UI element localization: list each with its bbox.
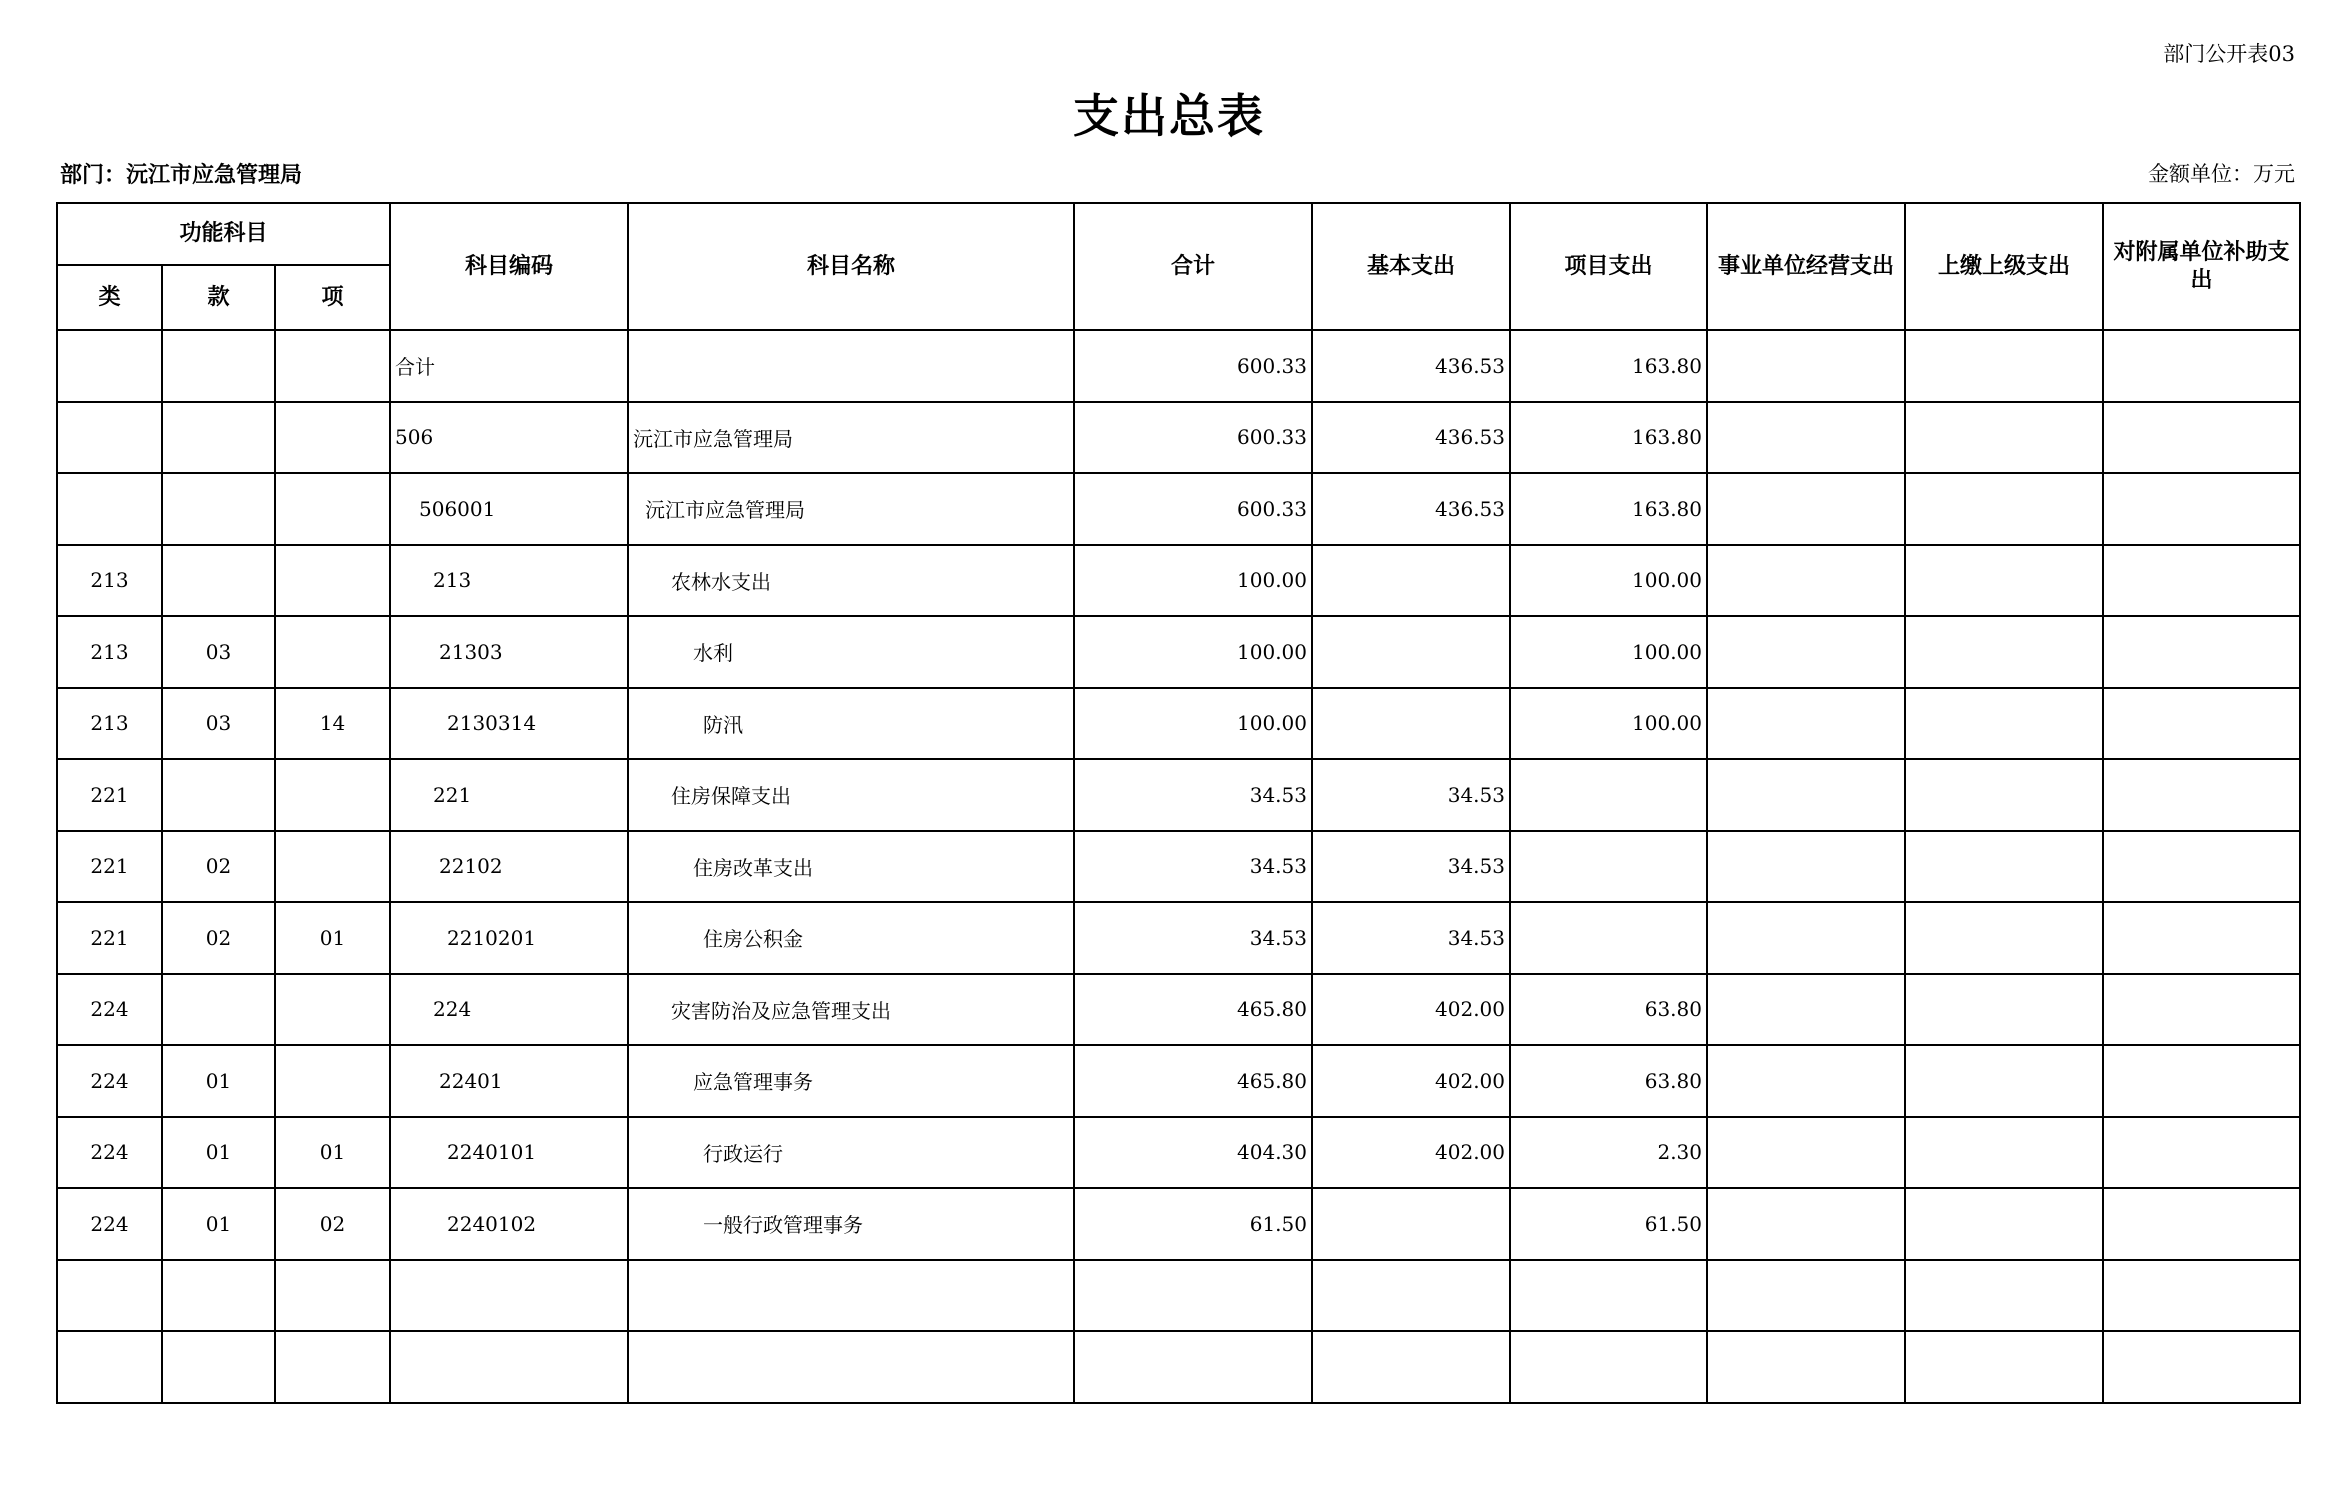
header-xiang: 项 bbox=[275, 265, 390, 330]
cell-name: 一般行政管理事务 bbox=[628, 1188, 1074, 1260]
table-row bbox=[57, 1188, 2300, 1260]
expenditure-table bbox=[56, 202, 2301, 1404]
cell-total: 100.00 bbox=[1074, 688, 1312, 760]
cell-code bbox=[390, 1260, 628, 1332]
cell-name: 水利 bbox=[628, 616, 1074, 688]
cell-basic: 402.00 bbox=[1312, 1117, 1510, 1189]
table-row bbox=[57, 616, 2300, 688]
cell-subsidy bbox=[2103, 902, 2300, 974]
cell-upper bbox=[1905, 1331, 2103, 1403]
cell-business bbox=[1707, 688, 1905, 760]
cell-business bbox=[1707, 1188, 1905, 1260]
cell-code: 506 bbox=[390, 402, 628, 474]
cell-business bbox=[1707, 402, 1905, 474]
cell-subsidy bbox=[2103, 759, 2300, 831]
cell-total: 34.53 bbox=[1074, 902, 1312, 974]
cell-subsidy bbox=[2103, 616, 2300, 688]
cell-business bbox=[1707, 831, 1905, 903]
cell-business bbox=[1707, 1331, 1905, 1403]
cell-upper bbox=[1905, 1260, 2103, 1332]
cell-upper bbox=[1905, 330, 2103, 402]
cell-project bbox=[1510, 1260, 1707, 1332]
cell-total: 34.53 bbox=[1074, 759, 1312, 831]
cell-code: 合计 bbox=[390, 330, 628, 402]
cell-project bbox=[1510, 831, 1707, 903]
cell-upper bbox=[1905, 1045, 2103, 1117]
cell-xiang: 01 bbox=[275, 902, 390, 974]
cell-name: 应急管理事务 bbox=[628, 1045, 1074, 1117]
cell-total: 465.80 bbox=[1074, 1045, 1312, 1117]
cell-code: 2130314 bbox=[390, 688, 628, 760]
cell-business bbox=[1707, 902, 1905, 974]
cell-business bbox=[1707, 974, 1905, 1046]
cell-name: 住房改革支出 bbox=[628, 831, 1074, 903]
table-body bbox=[57, 330, 2300, 1403]
cell-xiang bbox=[275, 759, 390, 831]
cell-kuan bbox=[162, 473, 275, 545]
cell-lei bbox=[57, 402, 162, 474]
cell-total: 600.33 bbox=[1074, 473, 1312, 545]
cell-name: 行政运行 bbox=[628, 1117, 1074, 1189]
cell-total: 600.33 bbox=[1074, 330, 1312, 402]
cell-kuan bbox=[162, 402, 275, 474]
table-row bbox=[57, 1331, 2300, 1403]
cell-kuan bbox=[162, 545, 275, 617]
cell-business bbox=[1707, 545, 1905, 617]
cell-total: 600.33 bbox=[1074, 402, 1312, 474]
header-project: 项目支出 bbox=[1510, 203, 1707, 330]
cell-xiang bbox=[275, 974, 390, 1046]
cell-kuan: 01 bbox=[162, 1045, 275, 1117]
cell-name: 沅江市应急管理局 bbox=[628, 402, 1074, 474]
cell-basic: 402.00 bbox=[1312, 974, 1510, 1046]
cell-total bbox=[1074, 1331, 1312, 1403]
cell-lei: 224 bbox=[57, 974, 162, 1046]
cell-business bbox=[1707, 1117, 1905, 1189]
cell-lei bbox=[57, 1331, 162, 1403]
table-row bbox=[57, 1045, 2300, 1117]
cell-xiang bbox=[275, 616, 390, 688]
cell-business bbox=[1707, 759, 1905, 831]
cell-lei: 221 bbox=[57, 902, 162, 974]
cell-subsidy bbox=[2103, 974, 2300, 1046]
cell-xiang: 14 bbox=[275, 688, 390, 760]
header-name: 科目名称 bbox=[628, 203, 1074, 330]
cell-total bbox=[1074, 1260, 1312, 1332]
cell-basic: 436.53 bbox=[1312, 330, 1510, 402]
cell-lei bbox=[57, 330, 162, 402]
cell-code: 2210201 bbox=[390, 902, 628, 974]
cell-upper bbox=[1905, 545, 2103, 617]
cell-upper bbox=[1905, 1188, 2103, 1260]
cell-name: 沅江市应急管理局 bbox=[628, 473, 1074, 545]
cell-basic bbox=[1312, 545, 1510, 617]
cell-xiang: 01 bbox=[275, 1117, 390, 1189]
page-title: 支出总表 bbox=[1073, 89, 1265, 143]
cell-name: 防汛 bbox=[628, 688, 1074, 760]
cell-xiang bbox=[275, 473, 390, 545]
cell-kuan bbox=[162, 1331, 275, 1403]
cell-project bbox=[1510, 759, 1707, 831]
header-upper: 上缴上级支出 bbox=[1905, 203, 2103, 330]
cell-basic bbox=[1312, 1331, 1510, 1403]
table-row bbox=[57, 688, 2300, 760]
cell-code: 21303 bbox=[390, 616, 628, 688]
header-lei: 类 bbox=[57, 265, 162, 330]
cell-xiang bbox=[275, 402, 390, 474]
cell-project: 63.80 bbox=[1510, 974, 1707, 1046]
table-row bbox=[57, 330, 2300, 402]
cell-code: 22401 bbox=[390, 1045, 628, 1117]
cell-project: 61.50 bbox=[1510, 1188, 1707, 1260]
header-kuan: 款 bbox=[162, 265, 275, 330]
cell-subsidy bbox=[2103, 688, 2300, 760]
header-business: 事业单位经营支出 bbox=[1707, 203, 1905, 330]
table-row bbox=[57, 473, 2300, 545]
cell-kuan: 03 bbox=[162, 616, 275, 688]
cell-code bbox=[390, 1331, 628, 1403]
cell-total: 465.80 bbox=[1074, 974, 1312, 1046]
cell-business bbox=[1707, 1045, 1905, 1117]
cell-project: 100.00 bbox=[1510, 688, 1707, 760]
cell-xiang bbox=[275, 831, 390, 903]
cell-subsidy bbox=[2103, 473, 2300, 545]
cell-upper bbox=[1905, 402, 2103, 474]
cell-xiang bbox=[275, 330, 390, 402]
cell-subsidy bbox=[2103, 1045, 2300, 1117]
cell-name: 住房保障支出 bbox=[628, 759, 1074, 831]
cell-project bbox=[1510, 1331, 1707, 1403]
cell-upper bbox=[1905, 759, 2103, 831]
cell-subsidy bbox=[2103, 1117, 2300, 1189]
cell-basic bbox=[1312, 616, 1510, 688]
table-row bbox=[57, 831, 2300, 903]
cell-name bbox=[628, 330, 1074, 402]
cell-subsidy bbox=[2103, 1331, 2300, 1403]
cell-basic: 436.53 bbox=[1312, 473, 1510, 545]
cell-name: 农林水支出 bbox=[628, 545, 1074, 617]
cell-name bbox=[628, 1331, 1074, 1403]
cell-upper bbox=[1905, 616, 2103, 688]
cell-project: 163.80 bbox=[1510, 330, 1707, 402]
cell-total: 100.00 bbox=[1074, 616, 1312, 688]
table-row bbox=[57, 545, 2300, 617]
cell-kuan: 02 bbox=[162, 831, 275, 903]
cell-name: 灾害防治及应急管理支出 bbox=[628, 974, 1074, 1046]
cell-xiang bbox=[275, 1331, 390, 1403]
cell-lei: 221 bbox=[57, 831, 162, 903]
cell-total: 100.00 bbox=[1074, 545, 1312, 617]
department-label: 部门：沅江市应急管理局 bbox=[60, 163, 303, 188]
cell-lei: 213 bbox=[57, 545, 162, 617]
cell-code: 22102 bbox=[390, 831, 628, 903]
cell-lei: 213 bbox=[57, 616, 162, 688]
table-row bbox=[57, 402, 2300, 474]
cell-total: 404.30 bbox=[1074, 1117, 1312, 1189]
cell-total: 61.50 bbox=[1074, 1188, 1312, 1260]
cell-upper bbox=[1905, 473, 2103, 545]
table-row bbox=[57, 1117, 2300, 1189]
cell-xiang bbox=[275, 1045, 390, 1117]
form-number: 部门公开表03 bbox=[2163, 42, 2295, 66]
cell-lei: 224 bbox=[57, 1117, 162, 1189]
header-func-subject: 功能科目 bbox=[57, 203, 390, 265]
cell-subsidy bbox=[2103, 545, 2300, 617]
cell-kuan: 02 bbox=[162, 902, 275, 974]
cell-name bbox=[628, 1260, 1074, 1332]
table-row bbox=[57, 974, 2300, 1046]
cell-lei: 224 bbox=[57, 1188, 162, 1260]
cell-upper bbox=[1905, 831, 2103, 903]
cell-xiang bbox=[275, 545, 390, 617]
header-basic: 基本支出 bbox=[1312, 203, 1510, 330]
cell-basic: 402.00 bbox=[1312, 1045, 1510, 1117]
cell-kuan bbox=[162, 1260, 275, 1332]
unit-label: 金额单位：万元 bbox=[2148, 162, 2295, 186]
cell-basic: 34.53 bbox=[1312, 831, 1510, 903]
cell-code: 213 bbox=[390, 545, 628, 617]
cell-business bbox=[1707, 1260, 1905, 1332]
cell-project: 63.80 bbox=[1510, 1045, 1707, 1117]
cell-kuan bbox=[162, 330, 275, 402]
cell-kuan bbox=[162, 974, 275, 1046]
cell-subsidy bbox=[2103, 1260, 2300, 1332]
cell-code: 506001 bbox=[390, 473, 628, 545]
cell-upper bbox=[1905, 1117, 2103, 1189]
table-row bbox=[57, 1260, 2300, 1332]
cell-kuan: 01 bbox=[162, 1188, 275, 1260]
cell-subsidy bbox=[2103, 1188, 2300, 1260]
cell-project: 163.80 bbox=[1510, 473, 1707, 545]
cell-project: 163.80 bbox=[1510, 402, 1707, 474]
cell-lei bbox=[57, 473, 162, 545]
cell-subsidy bbox=[2103, 831, 2300, 903]
cell-xiang: 02 bbox=[275, 1188, 390, 1260]
cell-basic bbox=[1312, 1188, 1510, 1260]
header-total: 合计 bbox=[1074, 203, 1312, 330]
cell-basic bbox=[1312, 1260, 1510, 1332]
cell-code: 2240101 bbox=[390, 1117, 628, 1189]
table-row bbox=[57, 902, 2300, 974]
cell-project: 100.00 bbox=[1510, 545, 1707, 617]
cell-kuan: 03 bbox=[162, 688, 275, 760]
cell-project: 100.00 bbox=[1510, 616, 1707, 688]
cell-lei: 213 bbox=[57, 688, 162, 760]
header-code: 科目编码 bbox=[390, 203, 628, 330]
cell-basic: 436.53 bbox=[1312, 402, 1510, 474]
cell-business bbox=[1707, 330, 1905, 402]
cell-upper bbox=[1905, 902, 2103, 974]
cell-name: 住房公积金 bbox=[628, 902, 1074, 974]
cell-basic: 34.53 bbox=[1312, 902, 1510, 974]
cell-total: 34.53 bbox=[1074, 831, 1312, 903]
cell-kuan bbox=[162, 759, 275, 831]
cell-lei: 221 bbox=[57, 759, 162, 831]
cell-subsidy bbox=[2103, 330, 2300, 402]
cell-project: 2.30 bbox=[1510, 1117, 1707, 1189]
cell-upper bbox=[1905, 974, 2103, 1046]
cell-lei: 224 bbox=[57, 1045, 162, 1117]
cell-subsidy bbox=[2103, 402, 2300, 474]
cell-code: 224 bbox=[390, 974, 628, 1046]
cell-business bbox=[1707, 616, 1905, 688]
header-subsidy: 对附属单位补助支出 bbox=[2103, 203, 2300, 330]
cell-code: 2240102 bbox=[390, 1188, 628, 1260]
table-row bbox=[57, 759, 2300, 831]
cell-xiang bbox=[275, 1260, 390, 1332]
cell-basic: 34.53 bbox=[1312, 759, 1510, 831]
cell-basic bbox=[1312, 688, 1510, 760]
cell-project bbox=[1510, 902, 1707, 974]
cell-kuan: 01 bbox=[162, 1117, 275, 1189]
cell-business bbox=[1707, 473, 1905, 545]
cell-code: 221 bbox=[390, 759, 628, 831]
cell-upper bbox=[1905, 688, 2103, 760]
cell-lei bbox=[57, 1260, 162, 1332]
